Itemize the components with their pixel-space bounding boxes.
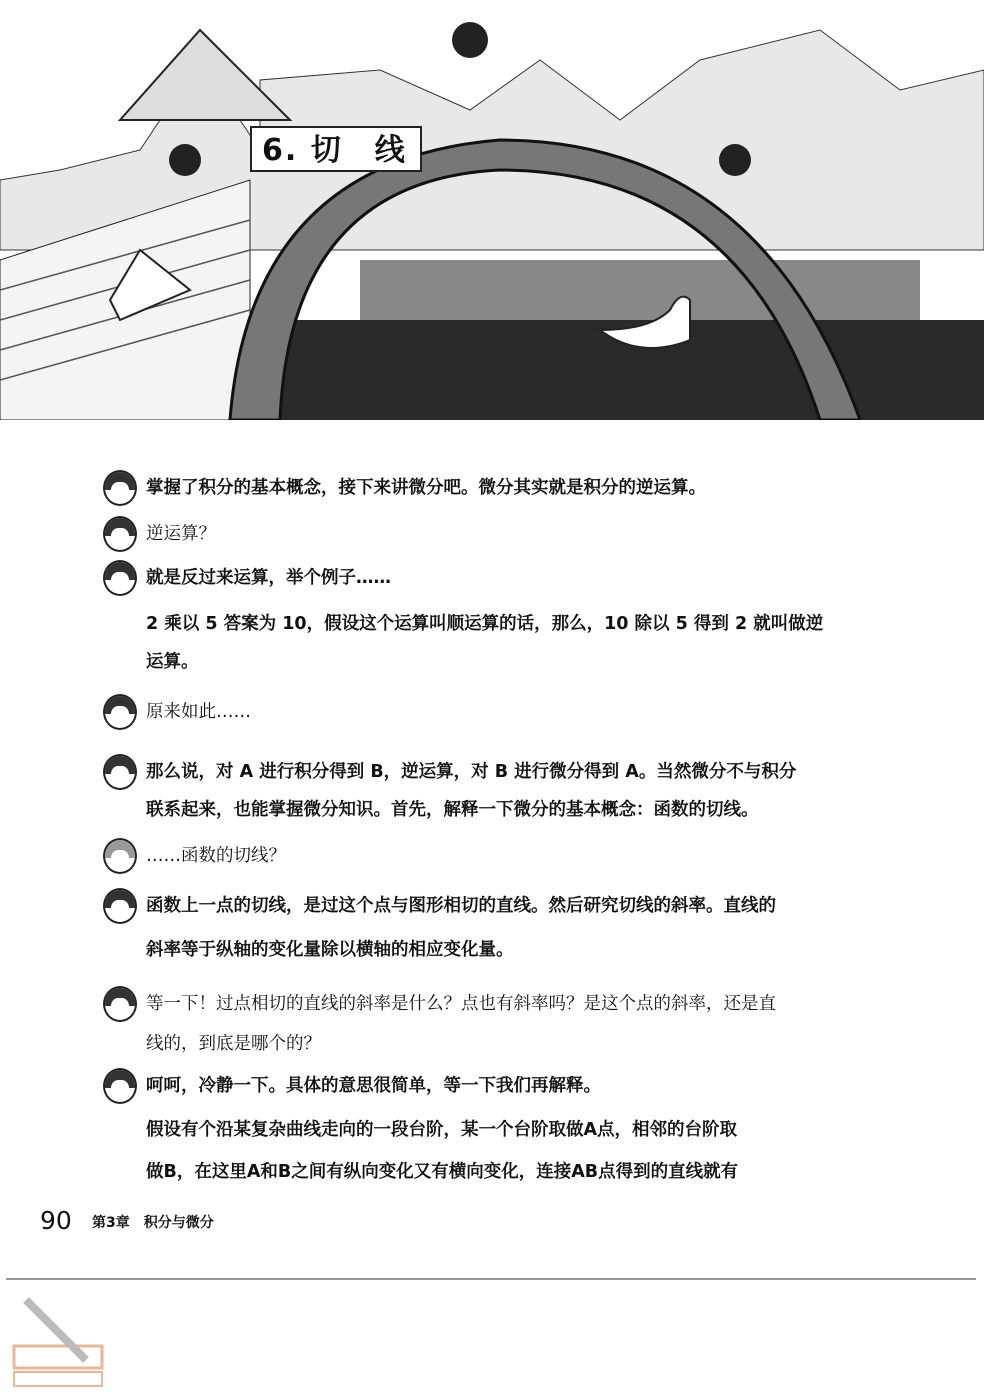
dialogue-line: 函数上一点的切线，是过这个点与图形相切的直线。然后研究切线的斜率。直线的	[146, 896, 776, 916]
dialogue-line: 等一下！过点相切的直线的斜率是什么？点也有斜率吗？是这个点的斜率，还是直	[146, 994, 776, 1014]
chapter-title: 第3章 积分与微分	[92, 1215, 214, 1231]
watermark-logo	[6, 1290, 106, 1390]
dialogue-line: ……函数的切线？	[146, 846, 286, 866]
dialogue-line: 那么说，对 A 进行积分得到 B，逆运算，对 B 进行微分得到 A。当然微分不与积分	[146, 762, 797, 782]
dialogue-line: 做B，在这里A和B之间有纵向变化又有横向变化，连接AB点得到的直线就有	[146, 1162, 739, 1182]
dialogue-line: 原来如此……	[146, 702, 251, 722]
teacher-avatar	[103, 888, 137, 924]
dialogue-line: 就是反过来运算，举个例子……	[146, 568, 391, 588]
student-avatar	[103, 694, 137, 730]
student-avatar	[103, 986, 137, 1022]
teacher-avatar	[103, 754, 137, 790]
section-title: 6. 切 线	[250, 126, 422, 172]
teacher-avatar	[103, 1068, 137, 1104]
teacher-avatar	[103, 560, 137, 596]
dialogue-line: 斜率等于纵轴的变化量除以横轴的相应变化量。	[146, 940, 514, 960]
dialogue-line: 呵呵，冷静一下。具体的意思很简单，等一下我们再解释。	[146, 1076, 601, 1096]
teacher-avatar	[103, 470, 137, 506]
divider	[6, 1278, 976, 1280]
dialogue-line: 联系起来，也能掌握微分知识。首先，解释一下微分的基本概念：函数的切线。	[146, 800, 759, 820]
dialogue-line: 运算。	[146, 652, 199, 672]
friend-avatar	[103, 838, 137, 874]
dialogue-line: 线的，到底是哪个的？	[146, 1034, 321, 1054]
student-avatar	[103, 516, 137, 552]
dialogue-line: 假设有个沿某复杂曲线走向的一段台阶，某一个台阶取做A点，相邻的台阶取	[146, 1120, 738, 1140]
bridge-illustration	[0, 0, 984, 420]
dialogue-line: 掌握了积分的基本概念，接下来讲微分吧。微分其实就是积分的逆运算。	[146, 478, 706, 498]
dialogue-line: 2 乘以 5 答案为 10，假设这个运算叫顺运算的话，那么，10 除以 5 得到 2 就叫做逆	[146, 614, 824, 634]
page-number: 90	[40, 1206, 72, 1235]
dialogue-line: 逆运算？	[146, 524, 216, 544]
